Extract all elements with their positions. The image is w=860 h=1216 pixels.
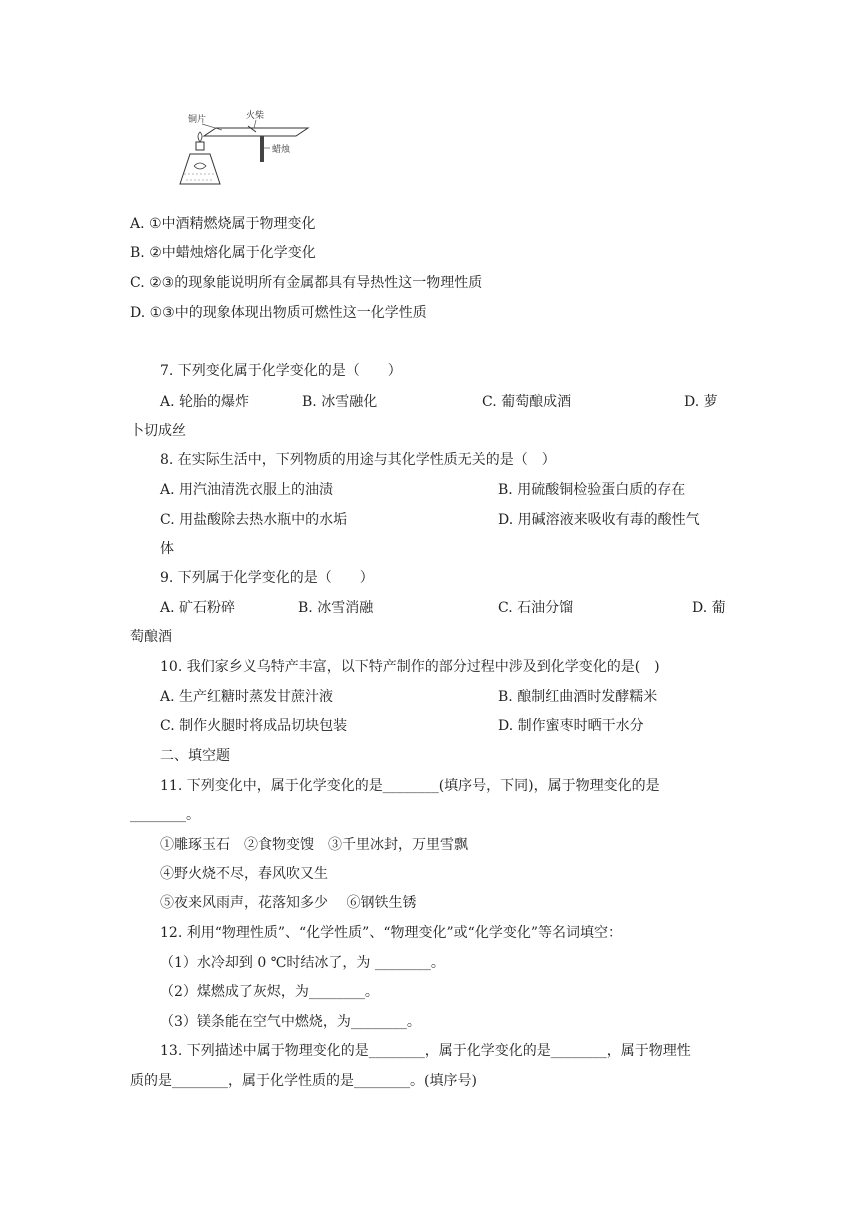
q12-stem: 12. 利用“物理性质”、“化学性质”、“物理变化”或“化学变化”等名词填空： (160, 925, 622, 941)
q9-option-a: A. 矿石粉碎 (160, 600, 236, 616)
q7-option-d: D. 萝 (684, 394, 718, 410)
q10-option-a: A. 生产红糖时蒸发甘蔗汁液 (160, 689, 334, 705)
experiment-figure (166, 104, 316, 196)
q8-option-a: A. 用汽油清洗衣服上的油渍 (160, 482, 334, 498)
q10-option-d: D. 制作蜜枣时晒干水分 (498, 718, 644, 734)
q12-part-1: （1）水冷却到 0 ℃时结冰了，为 ________。 (160, 955, 445, 971)
q8-option-d: D. 用碱溶液来吸收有毒的酸性气 (498, 512, 700, 528)
q6-option-d: D. ①③中的现象体现出物质可燃性这一化学性质 (130, 305, 427, 321)
q7-option-c: C. 葡萄酿成酒 (482, 394, 572, 410)
q10-stem: 10. 我们家乡义乌特产丰富，以下特产制作的部分过程中涉及到化学变化的是( ) (160, 659, 660, 675)
q9-option-d: D. 葡 (692, 600, 726, 616)
q9-option-c: C. 石油分馏 (498, 600, 574, 616)
label-match: 火柴 (246, 111, 265, 121)
q11-items-1: ①雕琢玉石 ②食物变馊 ③千里冰封，万里雪飘 (160, 837, 468, 853)
q8-option-b: B. 用硫酸铜检验蛋白质的存在 (498, 482, 686, 498)
section-heading: 二、填空题 (160, 748, 230, 764)
q7-option-a: A. 轮胎的爆炸 (160, 394, 250, 410)
q11-stem: 11. 下列变化中，属于化学变化的是________(填序号，下同)，属于物理变化的是 (160, 778, 660, 794)
q13-line-1: 13. 下列描述中属于物理变化的是________，属于化学变化的是________，属于物理性 (160, 1043, 691, 1059)
q9-option-b: B. 冰雪消融 (298, 600, 374, 616)
q8-stem: 8. 在实际生活中，下列物质的用途与其化学性质无关的是（ ） (160, 452, 556, 468)
q10-option-b: B. 酿制红曲酒时发酵糯米 (498, 689, 658, 705)
q6-option-b: B. ②中蜡烛熔化属于化学变化 (130, 245, 316, 261)
label-wax: 蜡烛 (272, 145, 291, 155)
q7-option-b: B. 冰雪融化 (302, 394, 378, 410)
q7-stem: 7. 下列变化属于化学变化的是（ ） (160, 363, 402, 379)
experiment-diagram (166, 104, 316, 196)
q11-items-3: ⑤夜来风雨声，花落知多少 ⑥钢铁生锈 (160, 895, 417, 911)
q10-option-c: C. 制作火腿时将成品切块包装 (160, 718, 348, 734)
q12-part-3: （3）镁条能在空气中燃烧，为________。 (160, 1014, 421, 1030)
q6-option-a: A. ①中酒精燃烧属于物理变化 (130, 216, 316, 232)
q13-line-2: 质的是________，属于化学性质的是________。(填序号) (130, 1073, 477, 1089)
label-copper: 铜片 (188, 115, 207, 125)
q6-option-c: C. ②③的现象能说明所有金属都具有导热性这一物理性质 (130, 275, 483, 291)
q7-option-d-cont: 卜切成丝 (130, 423, 186, 439)
q8-option-d-cont: 体 (160, 541, 174, 557)
q9-stem: 9. 下列属于化学变化的是（ ） (160, 570, 374, 586)
q12-part-2: （2）煤燃成了灰烬，为________。 (160, 984, 379, 1000)
q11-blank-line: ________。 (130, 807, 200, 823)
q11-items-2: ④野火烧不尽，春风吹又生 (160, 866, 328, 882)
q8-option-c: C. 用盐酸除去热水瓶中的水垢 (160, 512, 348, 528)
q9-option-d-cont: 萄酿酒 (130, 629, 172, 645)
